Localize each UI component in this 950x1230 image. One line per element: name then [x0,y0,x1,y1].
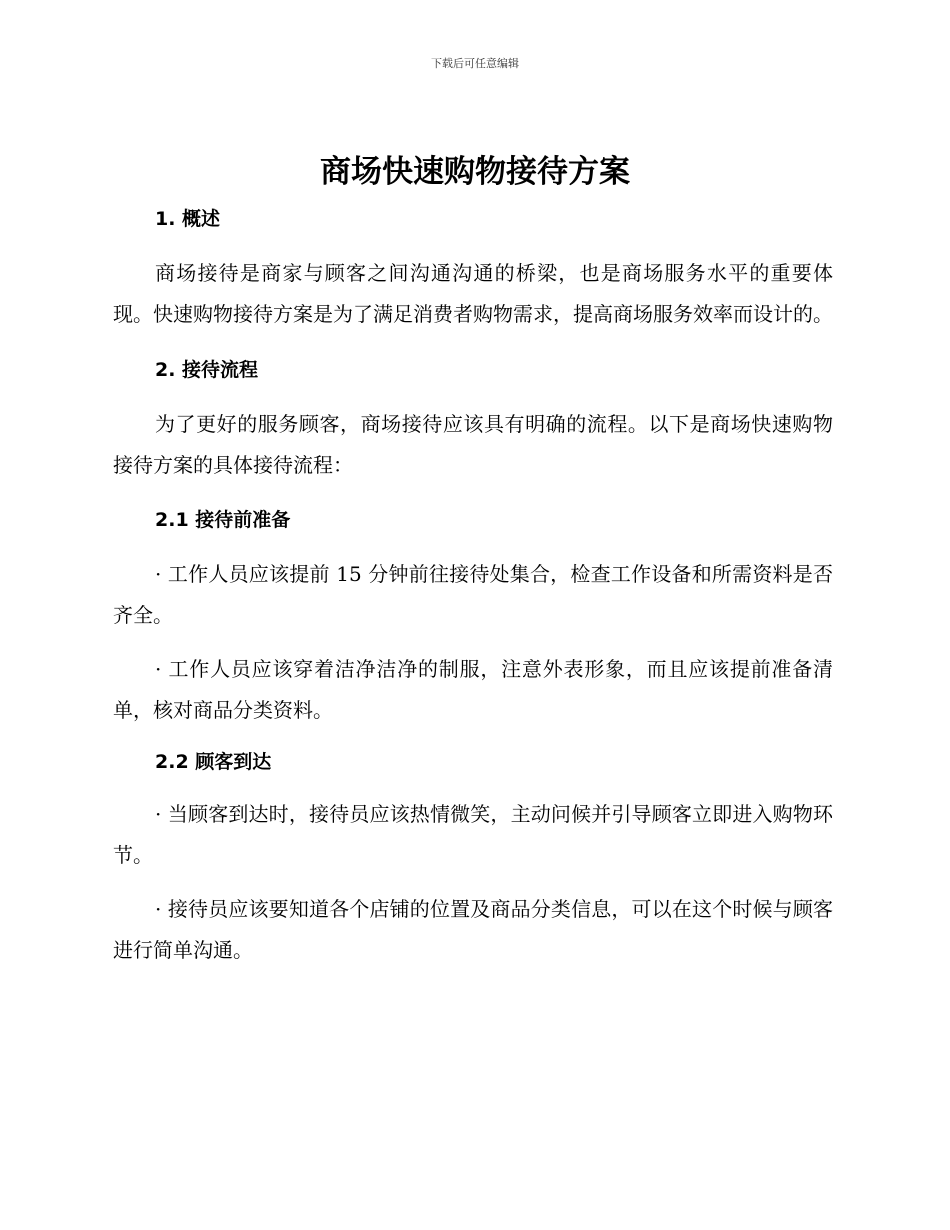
overview-paragraph: 商场接待是商家与顾客之间沟通沟通的桥梁，也是商场服务水平的重要体现。快速购物接待方案是为了满足消费者购物需求，提高商场服务效率而设计的。 [113,261,833,326]
arrival-bullet-2: · 接待员应该要知道各个店铺的位置及商品分类信息，可以在这个时候与顾客进行简单沟通。 [113,897,833,962]
arrival-bullet-1: · 当顾客到达时，接待员应该热情微笑，主动问候并引导顾客立即进入购物环节。 [113,802,833,867]
section-heading-overview: 1. 概述 [155,208,221,230]
subsection-heading-preparation: 2.1 接待前准备 [155,509,291,531]
section-heading-reception-flow: 2. 接待流程 [155,359,259,381]
document-body [113,200,833,971]
preparation-bullet-2: · 工作人员应该穿着洁净洁净的制服，注意外表形象，而且应该提前准备清单，核对商品分类资料。 [113,657,833,722]
page-header: 下载后可任意编辑 [431,57,519,70]
document-title: 商场快速购物接待方案 [320,154,630,190]
subsection-heading-customer-arrival: 2.2 顾客到达 [155,751,272,773]
reception-flow-paragraph: 为了更好的服务顾客，商场接待应该具有明确的流程。以下是商场快速购物接待方案的具体接待流程： [113,412,833,477]
preparation-bullet-1: · 工作人员应该提前 15 分钟前往接待处集合，检查工作设备和所需资料是否齐全。 [113,562,833,627]
